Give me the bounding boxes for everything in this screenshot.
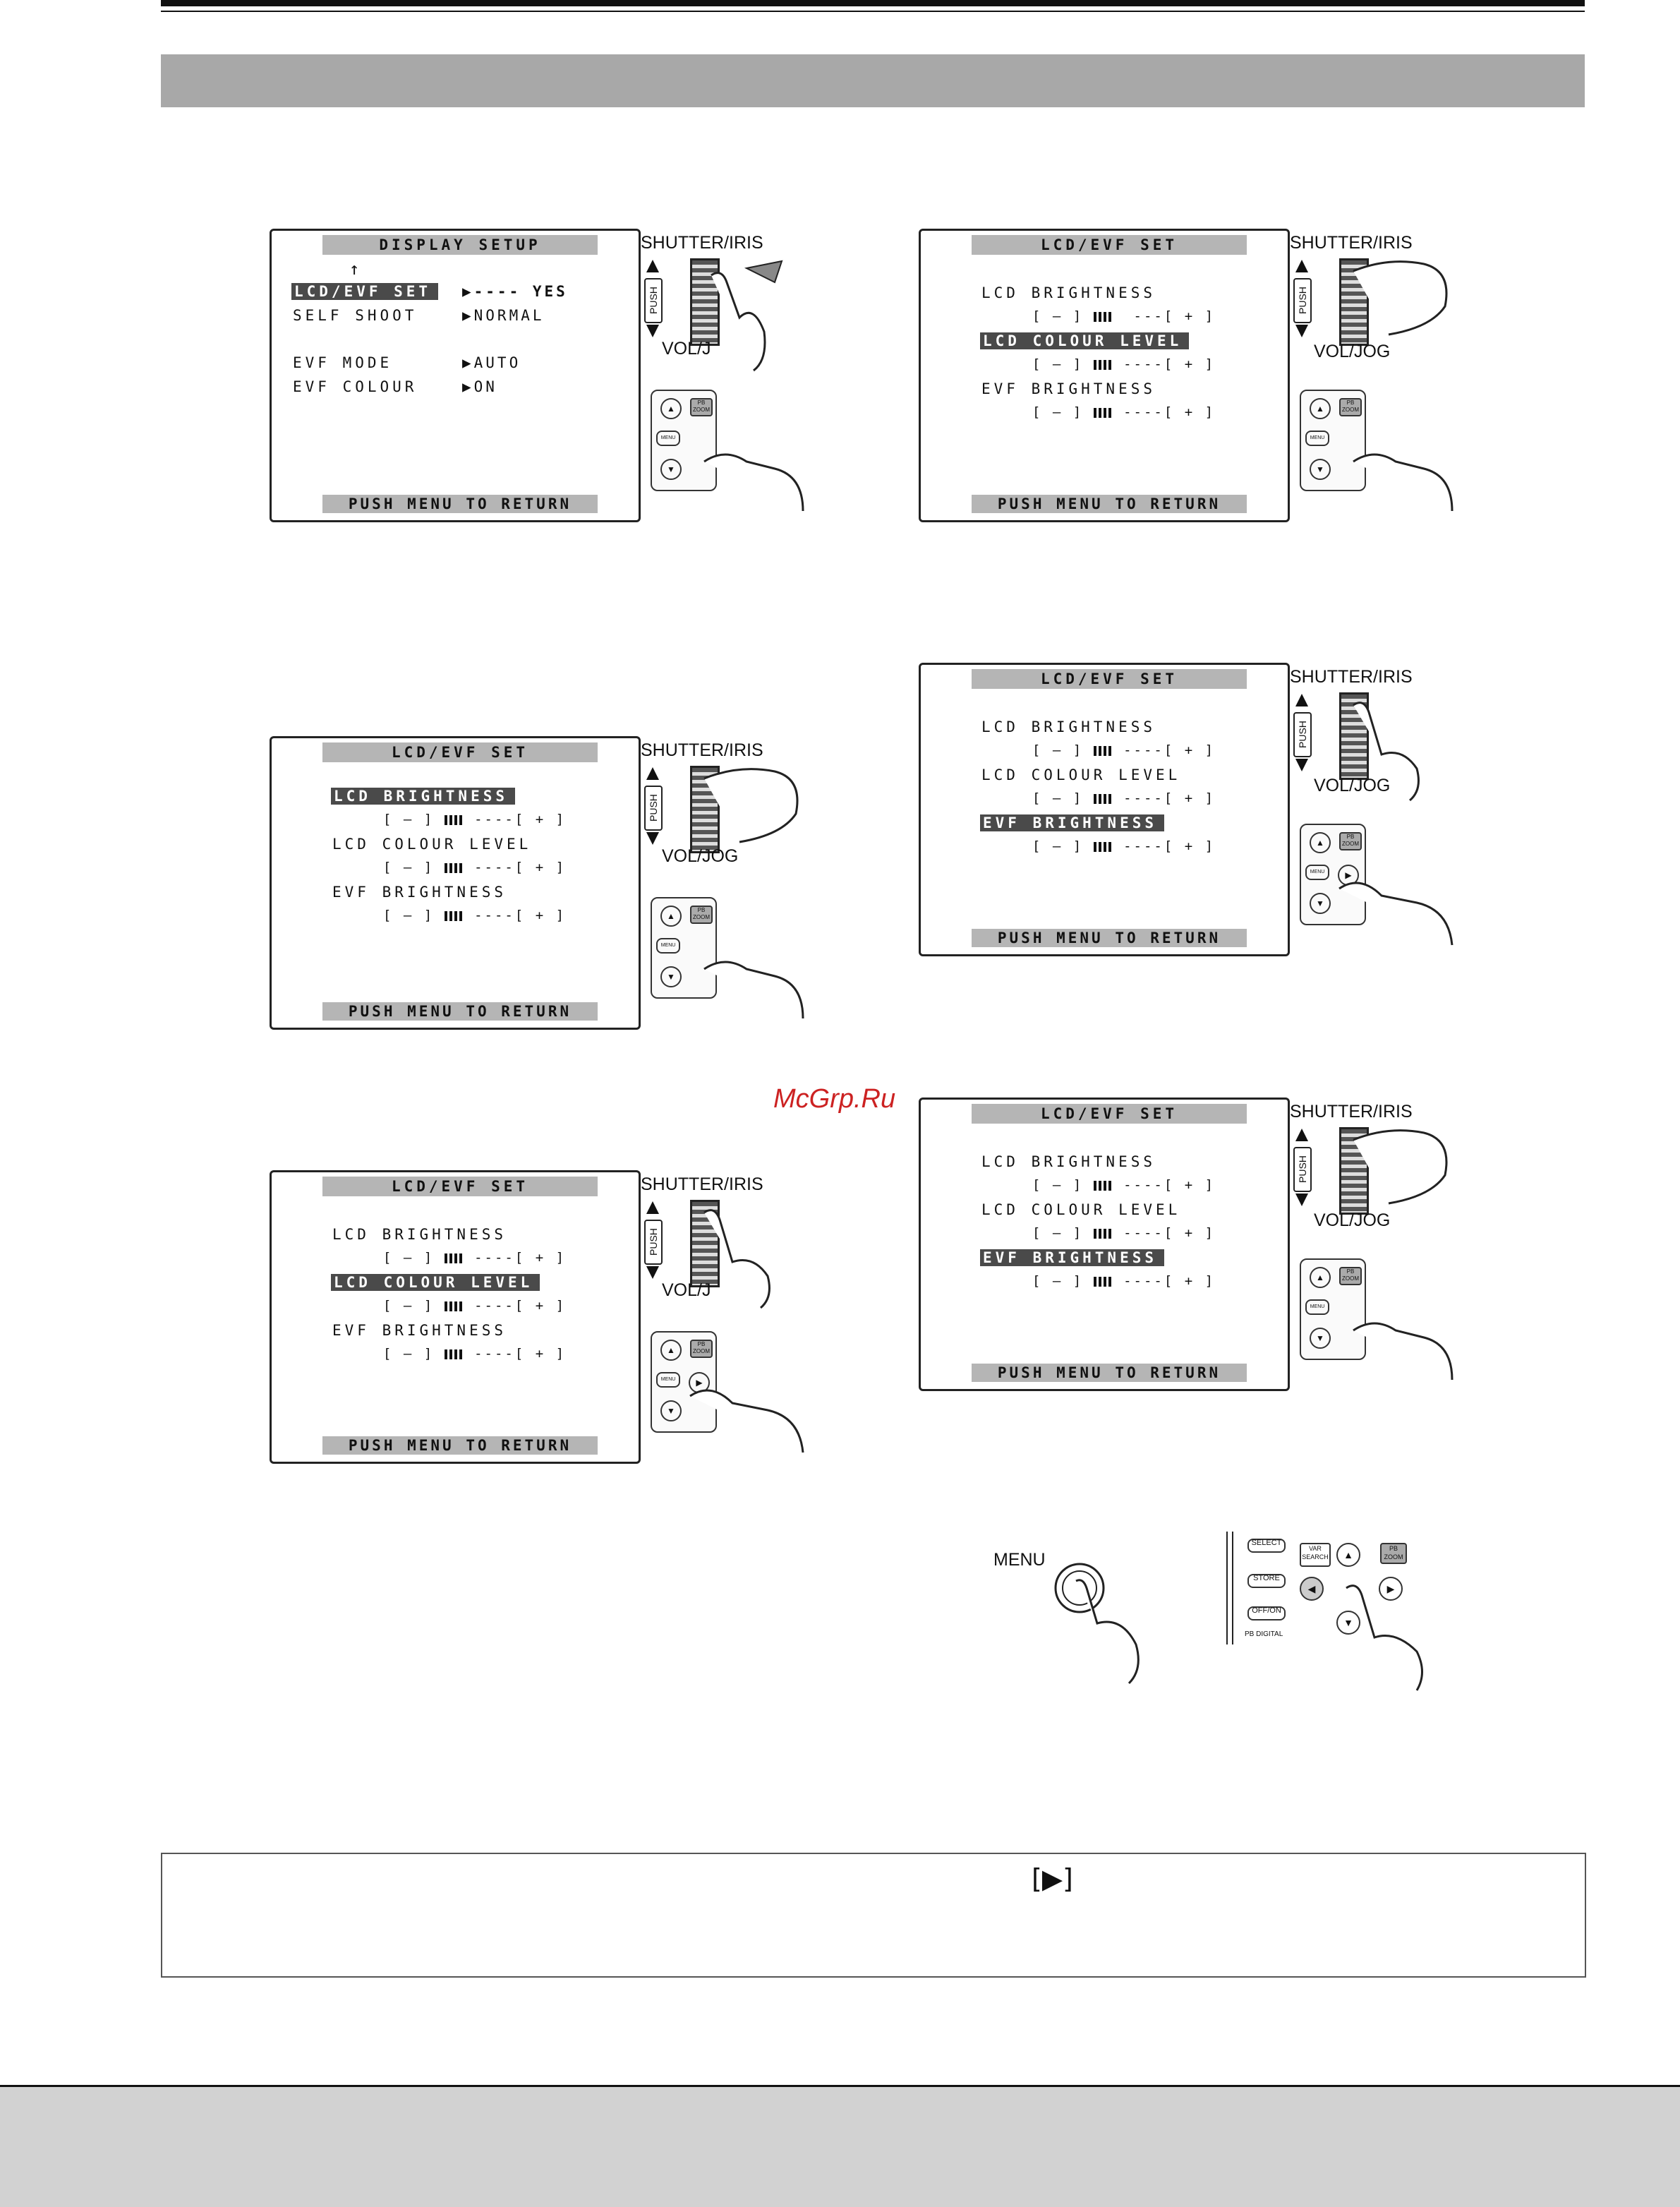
shutter-iris-label: SHUTTER/IRIS — [1290, 233, 1413, 253]
hand-press-icon — [683, 1375, 810, 1460]
lcd-brightness-level-bar: [ – ] ---[ + ] — [1032, 308, 1216, 324]
menu-key[interactable]: MENU — [1305, 865, 1329, 880]
screen-footer: PUSH MENU TO RETURN — [972, 929, 1247, 947]
screen-footer: PUSH MENU TO RETURN — [972, 495, 1247, 513]
down-arrow-icon — [1295, 1193, 1308, 1206]
screen-footer: PUSH MENU TO RETURN — [322, 495, 598, 513]
hand-rotate-icon — [697, 750, 810, 856]
lcd-colour-level-bar: [ – ] ----[ + ] — [383, 1298, 567, 1313]
lcd-brightness-level-bar: [ – ] ----[ + ] — [383, 812, 567, 827]
remote-pad-illustration — [1226, 1532, 1459, 1694]
pb-zoom-key[interactable]: PB ZOOM — [690, 398, 713, 416]
item-lcd-colour-level[interactable]: LCD COLOUR LEVEL — [980, 332, 1189, 349]
lcd-colour-level-bar: [ – ] ----[ + ] — [1032, 356, 1216, 372]
shutter-iris-label: SHUTTER/IRIS — [641, 740, 763, 760]
select-key[interactable]: SELECT — [1247, 1539, 1286, 1553]
shutter-iris-label: SHUTTER/IRIS — [1290, 667, 1413, 687]
note-box — [161, 1853, 1586, 1978]
screen-title: LCD/EVF SET — [322, 742, 598, 762]
lcd-brightness-level-bar: [ – ] ----[ + ] — [1032, 742, 1216, 758]
item-lcd-brightness[interactable]: LCD BRIGHTNESS — [981, 284, 1156, 301]
screen-footer: PUSH MENU TO RETURN — [322, 1002, 598, 1021]
up-arrow-icon — [1295, 1129, 1308, 1141]
menu-button-press-icon[interactable] — [1044, 1553, 1185, 1687]
hand-rotate-icon — [1346, 243, 1459, 349]
pb-zoom-key[interactable]: PB ZOOM — [1380, 1543, 1407, 1564]
pb-digital-label: PB DIGITAL — [1245, 1630, 1283, 1638]
pb-zoom-key[interactable]: PB ZOOM — [690, 1340, 713, 1358]
item-lcd-brightness[interactable]: LCD BRIGHTNESS — [332, 1226, 507, 1243]
up-key[interactable]: ▲ — [660, 1340, 682, 1361]
control-illustration-5 — [1290, 1098, 1459, 1387]
screen-title: LCD/EVF SET — [972, 235, 1247, 255]
shutter-iris-label: SHUTTER/IRIS — [641, 233, 763, 253]
control-illustration-3 — [1290, 663, 1459, 952]
lcd-evf-set-screen-6 — [270, 1170, 641, 1464]
vol-jog-label: VOL/JOG — [1314, 1210, 1391, 1230]
bottom-band — [0, 2085, 1680, 2207]
hand-press-icon — [1346, 419, 1459, 518]
top-thin-rule — [161, 11, 1585, 12]
up-arrow-icon — [1295, 260, 1308, 272]
down-arrow-icon — [1295, 759, 1308, 771]
menu-key[interactable]: MENU — [656, 1372, 680, 1388]
evf-brightness-level-bar: [ – ] ----[ + ] — [1032, 404, 1216, 420]
next-step-icon: [▶] — [1032, 1863, 1073, 1894]
store-key[interactable]: STORE — [1247, 1574, 1286, 1588]
shutter-iris-label: SHUTTER/IRIS — [641, 1174, 763, 1194]
lcd-colour-level-bar: [ – ] ----[ + ] — [1032, 1225, 1216, 1241]
push-label: PUSH — [1293, 278, 1312, 323]
pb-zoom-key[interactable]: PB ZOOM — [690, 906, 713, 924]
item-lcd-brightness[interactable]: LCD BRIGHTNESS — [331, 788, 515, 805]
value-evf-mode: ▶AUTO — [462, 354, 521, 371]
menu-key[interactable]: MENU — [656, 938, 680, 954]
lcd-brightness-level-bar: [ – ] ----[ + ] — [1032, 1177, 1216, 1193]
pb-zoom-key[interactable]: PB ZOOM — [1339, 1267, 1362, 1285]
lcd-evf-set-screen-4 — [270, 736, 641, 1030]
hand-press-icon — [690, 1198, 810, 1311]
up-key[interactable]: ▲ — [660, 398, 682, 419]
vol-jog-label: VOL/JOG — [1314, 342, 1391, 361]
control-illustration-1 — [641, 229, 810, 518]
evf-brightness-level-bar: [ – ] ----[ + ] — [1032, 1273, 1216, 1289]
hand-press-icon — [683, 254, 810, 374]
screen-title: LCD/EVF SET — [972, 1104, 1247, 1124]
up-key[interactable]: ▲ — [660, 906, 682, 927]
hand-rotate-icon — [1346, 1112, 1459, 1217]
lcd-evf-set-screen-3 — [919, 663, 1290, 956]
hand-press-icon — [1332, 1574, 1459, 1694]
item-lcd-colour-level[interactable]: LCD COLOUR LEVEL — [331, 1274, 540, 1291]
down-key[interactable]: ▼ — [660, 966, 682, 987]
left-key[interactable]: ◀ — [1300, 1577, 1324, 1601]
down-arrow-icon — [1295, 325, 1308, 337]
up-key[interactable]: ▲ — [1310, 832, 1331, 853]
hand-press-icon — [1346, 1288, 1459, 1387]
evf-brightness-level-bar: [ – ] ----[ + ] — [383, 908, 567, 923]
menu-item-lcd-evf-set[interactable]: LCD/EVF SET — [291, 283, 438, 300]
down-key[interactable]: ▼ — [1310, 459, 1331, 480]
menu-key[interactable]: MENU — [1305, 431, 1329, 446]
vol-jog-label: VOL/JOG — [1314, 776, 1391, 795]
item-evf-brightness[interactable]: EVF BRIGHTNESS — [332, 1322, 507, 1339]
up-arrow-icon — [646, 260, 659, 272]
screen-footer: PUSH MENU TO RETURN — [322, 1436, 598, 1455]
item-evf-brightness[interactable]: EVF BRIGHTNESS — [981, 380, 1156, 397]
control-illustration-2 — [1290, 229, 1459, 518]
screen-title: DISPLAY SETUP — [322, 235, 598, 255]
section-header-band — [161, 54, 1585, 107]
down-key[interactable]: ▼ — [660, 459, 682, 480]
item-lcd-brightness[interactable]: LCD BRIGHTNESS — [981, 1153, 1156, 1170]
lcd-evf-set-screen-2 — [919, 229, 1290, 522]
pad-edge — [1226, 1532, 1233, 1644]
menu-label: MENU — [993, 1550, 1046, 1570]
hand-press-icon — [697, 927, 810, 1026]
push-label: PUSH — [644, 786, 663, 831]
value-lcd-evf-set: ▶---- YES — [462, 283, 568, 300]
display-setup-screen — [270, 229, 641, 522]
menu-item-self-shoot[interactable]: SELF SHOOT — [293, 307, 418, 324]
top-rule — [161, 0, 1585, 6]
lcd-evf-set-screen-5 — [919, 1098, 1290, 1391]
push-label: PUSH — [644, 1220, 663, 1265]
control-illustration-6 — [641, 1170, 810, 1460]
down-key[interactable]: ▼ — [1336, 1611, 1360, 1635]
item-evf-brightness[interactable]: EVF BRIGHTNESS — [980, 814, 1164, 831]
pb-zoom-key[interactable]: PB ZOOM — [1339, 832, 1362, 850]
lcd-brightness-level-bar: [ – ] ----[ + ] — [383, 1250, 567, 1265]
down-arrow-icon — [646, 1266, 659, 1279]
right-key[interactable]: ▶ — [689, 1372, 710, 1393]
hand-press-icon — [1339, 691, 1459, 804]
evf-brightness-level-bar: [ – ] ----[ + ] — [383, 1346, 567, 1361]
item-lcd-brightness[interactable]: LCD BRIGHTNESS — [981, 718, 1156, 735]
vol-jog-label: VOL/J — [662, 1280, 711, 1300]
menu-key[interactable]: MENU — [1305, 1299, 1329, 1315]
lcd-colour-level-bar: [ – ] ----[ + ] — [1032, 790, 1216, 806]
var-search-key[interactable]: VAR SEARCH — [1300, 1543, 1331, 1567]
item-lcd-colour-level[interactable]: LCD COLOUR LEVEL — [981, 766, 1181, 783]
control-illustration-4 — [641, 736, 810, 1026]
pb-zoom-key[interactable]: PB ZOOM — [1339, 398, 1362, 416]
value-self-shoot: ▶NORMAL — [462, 307, 545, 324]
up-key[interactable]: ▲ — [1310, 1267, 1331, 1288]
item-lcd-colour-level[interactable]: LCD COLOUR LEVEL — [332, 836, 532, 853]
menu-button-illustration — [988, 1546, 1185, 1687]
menu-key[interactable]: MENU — [656, 431, 680, 446]
menu-item-evf-mode[interactable]: EVF MODE — [293, 354, 393, 371]
off-on-key[interactable]: OFF/ON — [1247, 1606, 1286, 1620]
shutter-iris-label: SHUTTER/IRIS — [1290, 1102, 1413, 1121]
vol-jog-label: VOL/JOG — [662, 846, 739, 866]
up-arrow-icon — [646, 767, 659, 780]
up-key[interactable]: ▲ — [1336, 1543, 1360, 1567]
down-arrow-icon — [646, 832, 659, 845]
push-label: PUSH — [1293, 1147, 1312, 1192]
down-arrow-icon — [646, 325, 659, 337]
up-key[interactable]: ▲ — [1310, 398, 1331, 419]
screen-title: LCD/EVF SET — [972, 669, 1247, 689]
down-key[interactable]: ▼ — [1310, 1328, 1331, 1349]
item-evf-brightness[interactable]: EVF BRIGHTNESS — [332, 884, 507, 901]
push-label: PUSH — [644, 278, 663, 323]
up-arrow-icon — [1295, 694, 1308, 706]
value-evf-colour: ▶ON — [462, 378, 497, 395]
evf-brightness-level-bar: [ – ] ----[ + ] — [1032, 838, 1216, 854]
right-key[interactable]: ▶ — [1379, 1577, 1403, 1601]
lcd-colour-level-bar: [ – ] ----[ + ] — [383, 860, 567, 875]
vol-jog-label: VOL/J — [662, 339, 711, 359]
up-arrow-icon — [646, 1201, 659, 1214]
down-key[interactable]: ▼ — [1310, 893, 1331, 914]
menu-item-evf-colour[interactable]: EVF COLOUR — [293, 378, 418, 395]
push-label: PUSH — [1293, 712, 1312, 757]
screen-footer: PUSH MENU TO RETURN — [972, 1364, 1247, 1382]
right-key[interactable]: ▶ — [1338, 865, 1359, 886]
cursor-arrow: ↑ — [349, 259, 363, 279]
screen-title: LCD/EVF SET — [322, 1177, 598, 1196]
hand-press-icon — [1332, 867, 1459, 952]
hand-press-icon — [697, 419, 810, 518]
down-key[interactable]: ▼ — [660, 1400, 682, 1421]
watermark: McGrp.Ru — [773, 1084, 896, 1114]
item-lcd-colour-level[interactable]: LCD COLOUR LEVEL — [981, 1201, 1181, 1218]
item-evf-brightness[interactable]: EVF BRIGHTNESS — [980, 1249, 1164, 1266]
